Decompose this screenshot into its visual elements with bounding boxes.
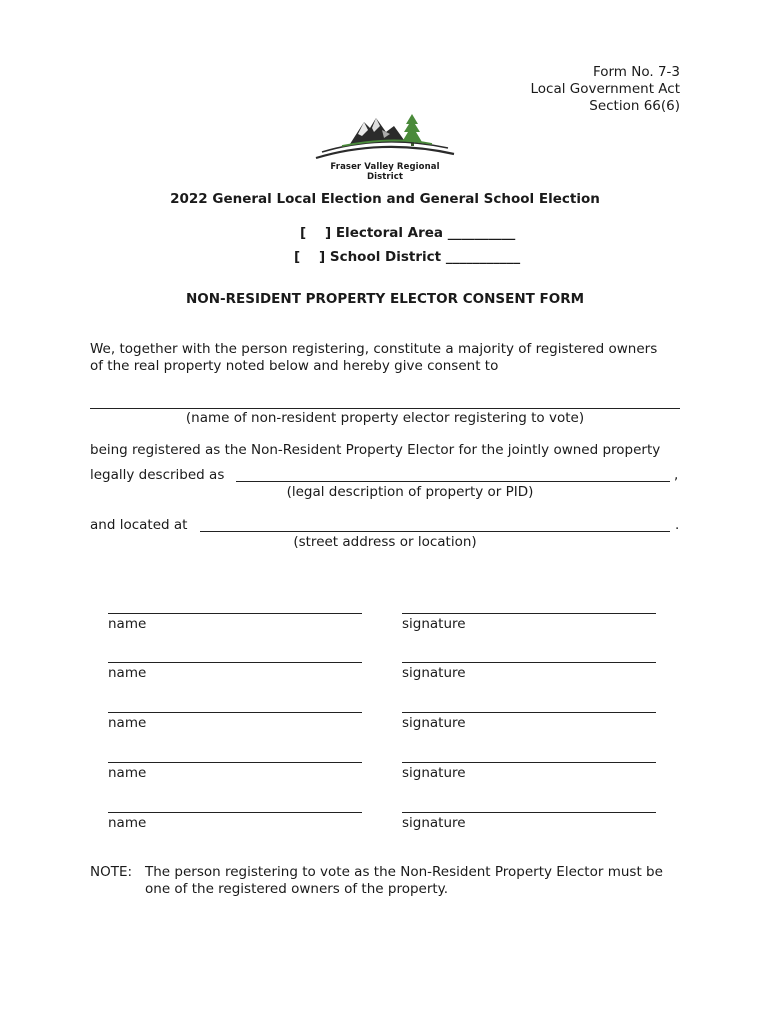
intro-line-2: of the real property noted below and hereby give consent to	[90, 358, 499, 374]
note-text	[145, 864, 663, 898]
name-label: name	[108, 665, 147, 681]
signature-field[interactable]	[402, 712, 656, 713]
being-registered-text: being registered as the Non-Resident Property Elector for the jointly owned property	[90, 442, 661, 458]
street-address-field[interactable]	[200, 531, 670, 532]
fvrd-logo	[312, 110, 458, 182]
intro-line-1: We, together with the person registering, constitute a majority of registered owners	[90, 341, 658, 357]
name-field[interactable]	[108, 662, 362, 663]
legal-comma: ,	[674, 467, 679, 483]
legal-description-caption: (legal description of property or PID)	[286, 484, 534, 500]
name-field[interactable]	[108, 712, 362, 713]
signature-field[interactable]	[402, 812, 656, 813]
electoral-area-option: [ ] Electoral Area __________	[300, 225, 516, 241]
form-number: Form No. 7-3	[592, 64, 680, 80]
signature-label: signature	[402, 815, 466, 831]
name-label: name	[108, 715, 147, 731]
name-field[interactable]	[108, 812, 362, 813]
signature-label: signature	[402, 616, 466, 632]
legal-description-field[interactable]	[236, 481, 670, 482]
elector-name-caption: (name of non-resident property elector registering to vote)	[185, 410, 585, 426]
section-number: Section 66(6)	[589, 98, 680, 114]
form-title: NON-RESIDENT PROPERTY ELECTOR CONSENT FORM	[185, 291, 585, 307]
signature-field[interactable]	[402, 762, 656, 763]
note-line-2: one of the registered owners of the property.	[145, 881, 449, 897]
intro-paragraph	[90, 341, 657, 375]
act-name: Local Government Act	[530, 81, 680, 97]
note-label: NOTE:	[90, 864, 133, 880]
school-district-option: [ ] School District ___________	[294, 249, 521, 265]
form-header	[531, 64, 680, 115]
elector-name-field[interactable]	[90, 408, 680, 409]
name-label: name	[108, 765, 147, 781]
located-at-label: and located at	[90, 517, 188, 533]
note-line-1: The person registering to vote as the Non-Resident Property Elector must be	[145, 864, 663, 880]
located-period: .	[675, 517, 680, 533]
signature-field[interactable]	[402, 613, 656, 614]
name-label: name	[108, 815, 147, 831]
legally-described-label: legally described as	[90, 467, 225, 483]
signature-field[interactable]	[402, 662, 656, 663]
name-label: name	[108, 616, 147, 632]
street-address-caption: (street address or location)	[293, 534, 477, 550]
signature-label: signature	[402, 715, 466, 731]
name-field[interactable]	[108, 762, 362, 763]
logo-text: Fraser Valley Regional District	[330, 162, 440, 182]
signature-label: signature	[402, 765, 466, 781]
name-field[interactable]	[108, 613, 362, 614]
signature-label: signature	[402, 665, 466, 681]
election-title: 2022 General Local Election and General School Election	[170, 191, 600, 207]
